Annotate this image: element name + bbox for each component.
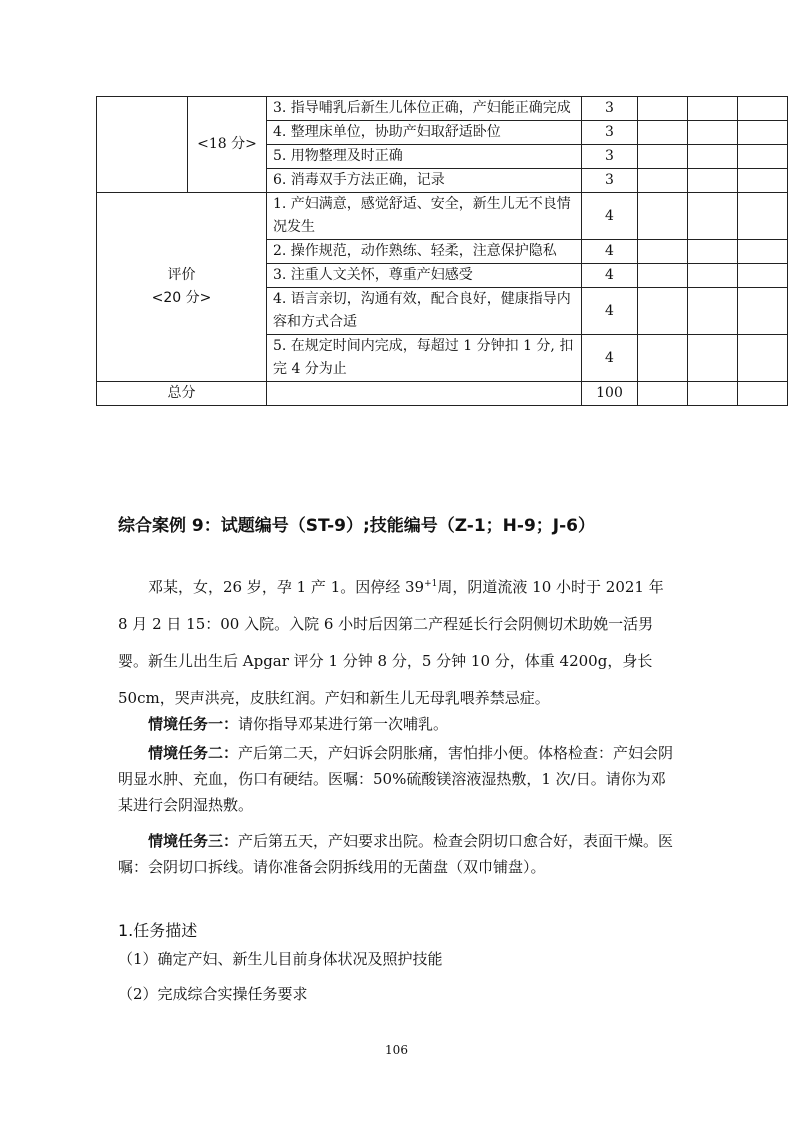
item-score: 3: [582, 169, 638, 193]
blank-cell: [638, 193, 688, 240]
item-text: 3. 注重人文关怀，尊重产妇感受: [267, 264, 582, 288]
item-text: 5. 在规定时间内完成，每超过 1 分钟扣 1 分, 扣完 4 分为止: [267, 335, 582, 382]
blank-cell: [688, 240, 738, 264]
blank-cell: [688, 121, 738, 145]
total-label: 总分: [97, 382, 267, 406]
category-cell-continued: [97, 97, 188, 193]
item-text: 4. 语言亲切，沟通有效，配合良好，健康指导内容和方式合适: [267, 288, 582, 335]
case-intro: [118, 566, 678, 717]
scenario-task-1: [118, 711, 678, 737]
blank-cell: [738, 240, 788, 264]
evaluation-category: [97, 193, 267, 382]
blank-cell: [638, 288, 688, 335]
blank-cell: [688, 193, 738, 240]
blank-cell: [688, 335, 738, 382]
item-text: 4. 整理床单位，协助产妇取舒适卧位: [267, 121, 582, 145]
total-score: 100: [582, 382, 638, 406]
evaluation-subtotal: <20 分>: [151, 290, 212, 306]
item-text: 1. 产妇满意，感觉舒适、安全，新生儿无不良情况发生: [267, 193, 582, 240]
blank-cell: [638, 335, 688, 382]
case-intro-rest: 周，阴道流液 10 小时于 2021 年 8 月 2 日 15：00 入院。入院 6 小时后因第二产程延长行会阴侧切术助娩一活男婴。新生儿出生后 Apgar 评分 1 分钟 8 分，5 分钟 10 分，体重 4200g，身长 50cm，哭声洪亮，皮肤红润。产妇和新生儿无母乳喂养禁忌症。: [118, 578, 664, 707]
task-text: 产后第二天，产妇诉会阴胀痛，害怕排小便。体格检查：产妇会阴明显水肿、充血，伤口有硬结。医嘱：50%硫酸镁溶液湿热敷，1 次/日。请你为邓某进行会阴湿热敷。: [118, 744, 674, 814]
blank-cell: [638, 97, 688, 121]
item-score: 4: [582, 288, 638, 335]
blank-cell: [638, 382, 688, 406]
item-text: 5. 用物整理及时正确: [267, 145, 582, 169]
blank-cell: [738, 145, 788, 169]
page-number: 106: [385, 1043, 408, 1057]
table-row: [97, 97, 788, 121]
task-label: 情境任务二：: [148, 744, 239, 762]
table-row: [97, 382, 788, 406]
blank-cell: [638, 121, 688, 145]
blank-cell: [638, 264, 688, 288]
item-score: 3: [582, 121, 638, 145]
blank-cell: [738, 335, 788, 382]
blank-cell: [688, 288, 738, 335]
blank-cell: [738, 193, 788, 240]
blank-cell: [638, 169, 688, 193]
list-item: （1）确定产妇、新生儿目前身体状况及照护技能: [118, 950, 443, 968]
task-label: 情境任务三：: [148, 832, 239, 850]
blank-cell: [688, 145, 738, 169]
scenario-task-3: [118, 828, 678, 880]
blank-cell: [738, 97, 788, 121]
blank-cell: [688, 169, 738, 193]
case-title: 综合案例 9：试题编号（ST-9）;技能编号（Z-1；H-9；J-6）: [118, 516, 596, 536]
task-text: 请你指导邓某进行第一次哺乳。: [238, 715, 449, 733]
blank-cell: [638, 145, 688, 169]
item-text: 2. 操作规范，动作熟练、轻柔，注意保护隐私: [267, 240, 582, 264]
blank-cell: [638, 240, 688, 264]
score-table: [96, 96, 788, 406]
section-heading: 1.任务描述: [118, 921, 198, 940]
blank-cell: [688, 382, 738, 406]
section-subtotal: <18 分>: [188, 97, 267, 193]
case-intro-superscript: +1: [424, 579, 438, 589]
blank-cell: [688, 264, 738, 288]
blank-cell: [738, 264, 788, 288]
blank-cell: [738, 169, 788, 193]
task-label: 情境任务一：: [148, 715, 239, 733]
blank-cell: [267, 382, 582, 406]
blank-cell: [688, 97, 738, 121]
scenario-task-2: [118, 740, 678, 818]
list-item: （2）完成综合实操任务要求: [118, 985, 308, 1003]
item-score: 3: [582, 145, 638, 169]
task-text: 产后第五天，产妇要求出院。检查会阴切口愈合好，表面干燥。医嘱：会阴切口拆线。请你准备会阴拆线用的无菌盘（双巾铺盘）。: [118, 832, 674, 876]
blank-cell: [738, 121, 788, 145]
item-score: 4: [582, 335, 638, 382]
table-row: [97, 193, 788, 240]
item-score: 4: [582, 240, 638, 264]
evaluation-label: 评价: [167, 267, 196, 283]
blank-cell: [738, 288, 788, 335]
blank-cell: [738, 382, 788, 406]
item-text: 6. 消毒双手方法正确，记录: [267, 169, 582, 193]
item-score: 4: [582, 193, 638, 240]
case-intro-start: 邓某，女，26 岁，孕 1 产 1。因停经 39: [148, 578, 425, 596]
item-score: 4: [582, 264, 638, 288]
item-score: 3: [582, 97, 638, 121]
item-text: 3. 指导哺乳后新生儿体位正确，产妇能正确完成: [267, 97, 582, 121]
